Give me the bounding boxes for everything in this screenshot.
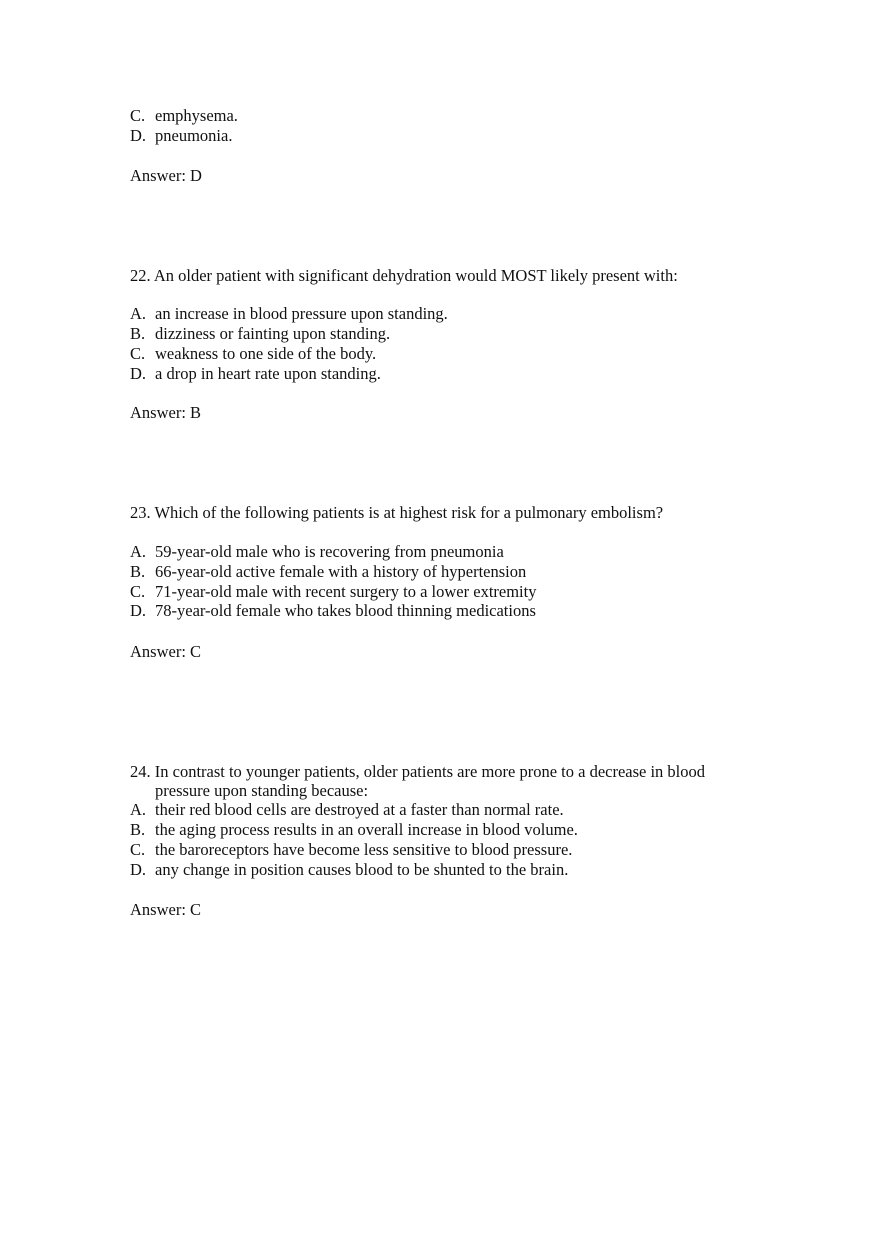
option-letter: B. [130, 820, 146, 839]
option-text: 71-year-old male with recent surgery to a lower extremity [155, 582, 537, 601]
q24-question-line1: 24. In contrast to younger patients, older patients are more prone to a decrease in blood [130, 762, 706, 781]
option-text: pneumonia. [155, 126, 233, 145]
option-letter: B. [130, 562, 146, 581]
option-letter: C. [130, 344, 146, 363]
option-letter: D. [130, 364, 147, 383]
option-text: emphysema. [155, 106, 238, 125]
q24-answer: Answer: C [130, 900, 202, 919]
option-letter: C. [130, 840, 146, 859]
option-letter: D. [130, 126, 147, 145]
option-text: the baroreceptors have become less sensitive to blood pressure. [155, 840, 573, 859]
option-letter: C. [130, 582, 146, 601]
option-letter: A. [130, 542, 147, 561]
q23-answer: Answer: C [130, 642, 202, 661]
option-letter: A. [130, 800, 147, 819]
option-letter: C. [130, 106, 146, 125]
option-text: an increase in blood pressure upon standing. [155, 304, 448, 323]
option-text: their red blood cells are destroyed at a faster than normal rate. [155, 800, 564, 819]
option-text: 78-year-old female who takes blood thinning medications [155, 601, 536, 620]
option-text: any change in position causes blood to be shunted to the brain. [155, 860, 569, 879]
q22-question: 22. An older patient with significant dehydration would MOST likely present with: [130, 266, 678, 285]
option-text: a drop in heart rate upon standing. [155, 364, 381, 383]
q21-answer: Answer: D [130, 166, 202, 185]
q23-question: 23. Which of the following patients is at highest risk for a pulmonary embolism? [130, 503, 664, 522]
option-letter: D. [130, 860, 147, 879]
q24-question-line2: pressure upon standing because: [155, 781, 369, 800]
option-letter: A. [130, 304, 147, 323]
option-letter: B. [130, 324, 146, 343]
option-text: weakness to one side of the body. [155, 344, 377, 363]
option-text: 59-year-old male who is recovering from pneumonia [155, 542, 504, 561]
option-text: 66-year-old active female with a history of hypertension [155, 562, 527, 581]
q22-answer: Answer: B [130, 403, 202, 422]
option-letter: D. [130, 601, 147, 620]
option-text: dizziness or fainting upon standing. [155, 324, 391, 343]
option-text: the aging process results in an overall increase in blood volume. [155, 820, 578, 839]
